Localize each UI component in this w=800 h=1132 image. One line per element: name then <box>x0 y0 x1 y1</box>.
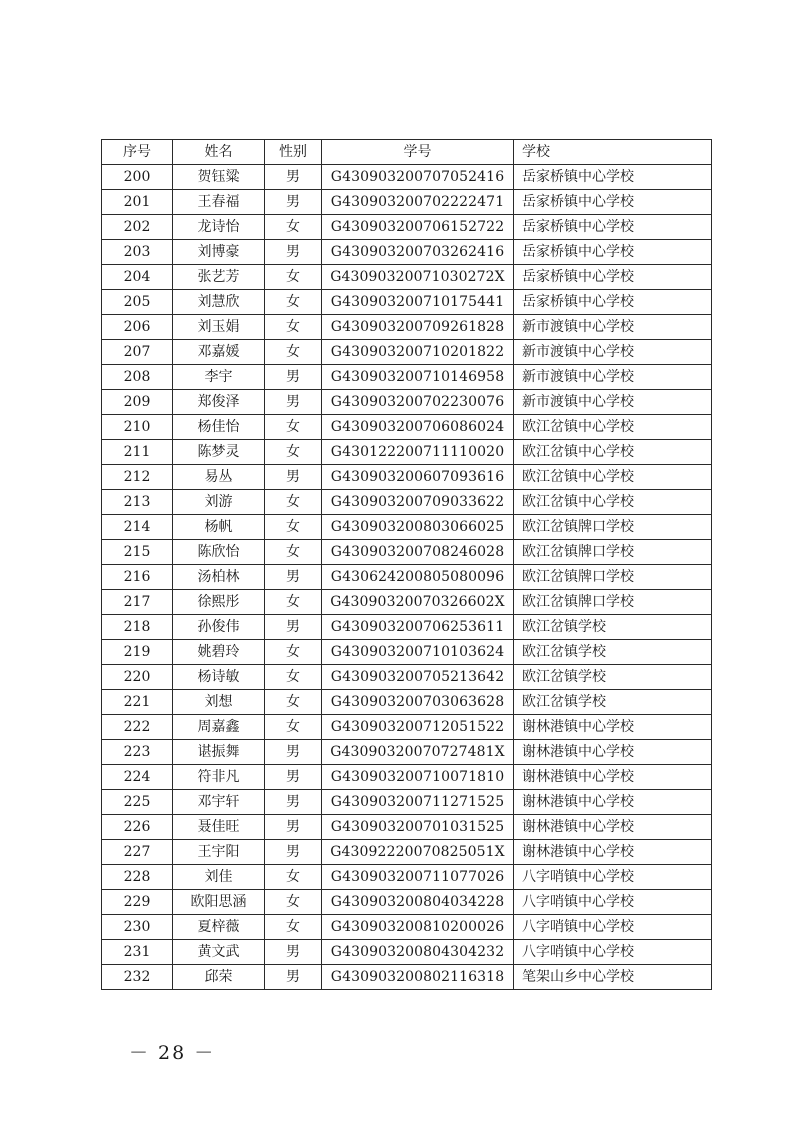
cell-gender: 女 <box>265 865 322 890</box>
cell-name: 符非凡 <box>173 765 265 790</box>
cell-school: 岳家桥镇中心学校 <box>514 215 712 240</box>
cell-student-id: G43090320070326602X <box>322 590 514 615</box>
cell-student-id: G430903200711271525 <box>322 790 514 815</box>
cell-student-id: G430903200710146958 <box>322 365 514 390</box>
cell-student-id: G430624200805080096 <box>322 565 514 590</box>
cell-no: 204 <box>102 265 173 290</box>
cell-gender: 女 <box>265 915 322 940</box>
cell-school: 新市渡镇中心学校 <box>514 365 712 390</box>
cell-school: 谢林港镇中心学校 <box>514 840 712 865</box>
cell-gender: 男 <box>265 365 322 390</box>
cell-school: 欧江岔镇牌口学校 <box>514 515 712 540</box>
cell-name: 王宇阳 <box>173 840 265 865</box>
cell-name: 陈欣怡 <box>173 540 265 565</box>
cell-name: 张艺芳 <box>173 265 265 290</box>
cell-school: 岳家桥镇中心学校 <box>514 190 712 215</box>
cell-school: 谢林港镇中心学校 <box>514 815 712 840</box>
cell-no: 224 <box>102 765 173 790</box>
cell-student-id: G430903200708246028 <box>322 540 514 565</box>
cell-gender: 男 <box>265 815 322 840</box>
cell-school: 新市渡镇中心学校 <box>514 390 712 415</box>
table-row <box>102 540 712 565</box>
cell-gender: 男 <box>265 740 322 765</box>
cell-no: 217 <box>102 590 173 615</box>
cell-student-id: G430903200709261828 <box>322 315 514 340</box>
cell-school: 谢林港镇中心学校 <box>514 790 712 815</box>
cell-student-id: G430903200802116318 <box>322 965 514 990</box>
cell-gender: 女 <box>265 265 322 290</box>
cell-no: 220 <box>102 665 173 690</box>
header-no: 序号 <box>102 140 173 165</box>
cell-no: 231 <box>102 940 173 965</box>
cell-name: 杨佳怡 <box>173 415 265 440</box>
cell-student-id: G430903200703063628 <box>322 690 514 715</box>
table-row <box>102 415 712 440</box>
cell-name: 徐熙彤 <box>173 590 265 615</box>
cell-name: 姚碧玲 <box>173 640 265 665</box>
cell-no: 221 <box>102 690 173 715</box>
cell-student-id: G430903200804034228 <box>322 890 514 915</box>
cell-name: 王春福 <box>173 190 265 215</box>
cell-gender: 女 <box>265 665 322 690</box>
table-row <box>102 840 712 865</box>
table-row <box>102 890 712 915</box>
cell-student-id: G430903200706253611 <box>322 615 514 640</box>
table-row <box>102 340 712 365</box>
cell-no: 208 <box>102 365 173 390</box>
cell-gender: 女 <box>265 540 322 565</box>
cell-name: 杨诗敏 <box>173 665 265 690</box>
table-row <box>102 390 712 415</box>
cell-no: 227 <box>102 840 173 865</box>
cell-school: 欧江岔镇学校 <box>514 690 712 715</box>
cell-no: 202 <box>102 215 173 240</box>
table-row <box>102 665 712 690</box>
header-school: 学校 <box>514 140 712 165</box>
cell-no: 207 <box>102 340 173 365</box>
cell-gender: 女 <box>265 290 322 315</box>
cell-name: 龙诗怡 <box>173 215 265 240</box>
cell-gender: 男 <box>265 615 322 640</box>
cell-student-id: G430903200702230076 <box>322 390 514 415</box>
table-row <box>102 715 712 740</box>
header-gender: 性别 <box>265 140 322 165</box>
cell-school: 谢林港镇中心学校 <box>514 740 712 765</box>
table-body <box>102 165 712 990</box>
cell-school: 欧江岔镇学校 <box>514 615 712 640</box>
cell-no: 232 <box>102 965 173 990</box>
cell-name: 郑俊泽 <box>173 390 265 415</box>
cell-student-id: G430903200702222471 <box>322 190 514 215</box>
cell-name: 杨帆 <box>173 515 265 540</box>
cell-name: 易丛 <box>173 465 265 490</box>
table-row <box>102 240 712 265</box>
cell-school: 八字哨镇中心学校 <box>514 915 712 940</box>
cell-student-id: G43092220070825051X <box>322 840 514 865</box>
cell-gender: 男 <box>265 165 322 190</box>
cell-name: 刘玉娟 <box>173 315 265 340</box>
cell-gender: 女 <box>265 340 322 365</box>
cell-no: 226 <box>102 815 173 840</box>
cell-gender: 女 <box>265 215 322 240</box>
table-row <box>102 765 712 790</box>
cell-student-id: G430903200804304232 <box>322 940 514 965</box>
cell-student-id: G43090320071030272X <box>322 265 514 290</box>
cell-school: 岳家桥镇中心学校 <box>514 290 712 315</box>
cell-gender: 女 <box>265 515 322 540</box>
cell-school: 新市渡镇中心学校 <box>514 340 712 365</box>
cell-gender: 女 <box>265 640 322 665</box>
cell-student-id: G430122200711110020 <box>322 440 514 465</box>
header-student-id: 学号 <box>322 140 514 165</box>
table-row <box>102 865 712 890</box>
table-row <box>102 940 712 965</box>
cell-gender: 女 <box>265 440 322 465</box>
table-row <box>102 215 712 240</box>
cell-gender: 男 <box>265 965 322 990</box>
cell-name: 刘想 <box>173 690 265 715</box>
cell-name: 刘游 <box>173 490 265 515</box>
cell-student-id: G430903200810200026 <box>322 915 514 940</box>
cell-school: 笔架山乡中心学校 <box>514 965 712 990</box>
cell-gender: 男 <box>265 190 322 215</box>
table-row <box>102 590 712 615</box>
cell-school: 谢林港镇中心学校 <box>514 765 712 790</box>
table-row <box>102 265 712 290</box>
header-name: 姓名 <box>173 140 265 165</box>
cell-gender: 男 <box>265 240 322 265</box>
cell-gender: 女 <box>265 490 322 515</box>
cell-gender: 男 <box>265 565 322 590</box>
cell-name: 欧阳思涵 <box>173 890 265 915</box>
cell-no: 214 <box>102 515 173 540</box>
cell-school: 欧江岔镇学校 <box>514 640 712 665</box>
cell-no: 210 <box>102 415 173 440</box>
cell-name: 刘慧欣 <box>173 290 265 315</box>
cell-gender: 男 <box>265 765 322 790</box>
cell-student-id: G430903200710175441 <box>322 290 514 315</box>
table-row <box>102 315 712 340</box>
cell-school: 岳家桥镇中心学校 <box>514 265 712 290</box>
cell-student-id: G430903200710201822 <box>322 340 514 365</box>
cell-name: 夏梓薇 <box>173 915 265 940</box>
cell-gender: 男 <box>265 790 322 815</box>
cell-school: 欧江岔镇中心学校 <box>514 465 712 490</box>
cell-name: 聂佳旺 <box>173 815 265 840</box>
cell-school: 新市渡镇中心学校 <box>514 315 712 340</box>
cell-name: 孙俊伟 <box>173 615 265 640</box>
cell-gender: 男 <box>265 390 322 415</box>
cell-no: 216 <box>102 565 173 590</box>
table-row <box>102 365 712 390</box>
cell-student-id: G430903200706152722 <box>322 215 514 240</box>
cell-no: 206 <box>102 315 173 340</box>
cell-school: 八字哨镇中心学校 <box>514 890 712 915</box>
table-row <box>102 815 712 840</box>
cell-gender: 男 <box>265 940 322 965</box>
cell-no: 228 <box>102 865 173 890</box>
cell-gender: 男 <box>265 840 322 865</box>
student-roster-table <box>101 139 712 990</box>
cell-no: 223 <box>102 740 173 765</box>
cell-school: 欧江岔镇牌口学校 <box>514 540 712 565</box>
cell-student-id: G430903200803066025 <box>322 515 514 540</box>
cell-school: 八字哨镇中心学校 <box>514 940 712 965</box>
cell-gender: 女 <box>265 315 322 340</box>
cell-school: 欧江岔镇牌口学校 <box>514 590 712 615</box>
cell-no: 219 <box>102 640 173 665</box>
cell-name: 黄文武 <box>173 940 265 965</box>
table-row <box>102 165 712 190</box>
table-row <box>102 190 712 215</box>
table-row <box>102 290 712 315</box>
cell-gender: 女 <box>265 890 322 915</box>
cell-no: 225 <box>102 790 173 815</box>
cell-no: 230 <box>102 915 173 940</box>
cell-student-id: G430903200709033622 <box>322 490 514 515</box>
cell-student-id: G43090320070727481X <box>322 740 514 765</box>
table-row <box>102 690 712 715</box>
cell-no: 200 <box>102 165 173 190</box>
cell-no: 203 <box>102 240 173 265</box>
cell-no: 212 <box>102 465 173 490</box>
cell-no: 201 <box>102 190 173 215</box>
cell-student-id: G430903200703262416 <box>322 240 514 265</box>
table-row <box>102 965 712 990</box>
cell-no: 213 <box>102 490 173 515</box>
table-row <box>102 515 712 540</box>
cell-gender: 女 <box>265 690 322 715</box>
table-row <box>102 440 712 465</box>
table-row <box>102 915 712 940</box>
cell-student-id: G430903200705213642 <box>322 665 514 690</box>
cell-school: 欧江岔镇中心学校 <box>514 490 712 515</box>
cell-school: 谢林港镇中心学校 <box>514 715 712 740</box>
cell-student-id: G430903200710103624 <box>322 640 514 665</box>
cell-no: 222 <box>102 715 173 740</box>
cell-name: 刘佳 <box>173 865 265 890</box>
cell-name: 谌振舞 <box>173 740 265 765</box>
cell-name: 周嘉鑫 <box>173 715 265 740</box>
cell-name: 贺钰粱 <box>173 165 265 190</box>
cell-student-id: G430903200607093616 <box>322 465 514 490</box>
cell-school: 欧江岔镇中心学校 <box>514 440 712 465</box>
cell-school: 欧江岔镇牌口学校 <box>514 565 712 590</box>
table-row <box>102 790 712 815</box>
cell-gender: 女 <box>265 715 322 740</box>
cell-name: 刘博豪 <box>173 240 265 265</box>
cell-gender: 女 <box>265 415 322 440</box>
cell-student-id: G430903200707052416 <box>322 165 514 190</box>
cell-no: 215 <box>102 540 173 565</box>
table-row <box>102 640 712 665</box>
cell-student-id: G430903200712051522 <box>322 715 514 740</box>
cell-name: 邓嘉媛 <box>173 340 265 365</box>
cell-school: 欧江岔镇学校 <box>514 665 712 690</box>
cell-name: 李宇 <box>173 365 265 390</box>
cell-school: 欧江岔镇中心学校 <box>514 415 712 440</box>
cell-no: 218 <box>102 615 173 640</box>
cell-student-id: G430903200710071810 <box>322 765 514 790</box>
cell-school: 岳家桥镇中心学校 <box>514 240 712 265</box>
cell-no: 209 <box>102 390 173 415</box>
table-row <box>102 740 712 765</box>
table-row <box>102 565 712 590</box>
page-number: － 28 － <box>129 1042 216 1064</box>
cell-student-id: G430903200701031525 <box>322 815 514 840</box>
cell-name: 邱荣 <box>173 965 265 990</box>
cell-no: 229 <box>102 890 173 915</box>
cell-school: 八字哨镇中心学校 <box>514 865 712 890</box>
cell-no: 211 <box>102 440 173 465</box>
cell-name: 邓宇轩 <box>173 790 265 815</box>
cell-student-id: G430903200711077026 <box>322 865 514 890</box>
cell-no: 205 <box>102 290 173 315</box>
cell-name: 陈梦灵 <box>173 440 265 465</box>
table-header-row <box>102 140 712 165</box>
cell-gender: 男 <box>265 465 322 490</box>
table-row <box>102 465 712 490</box>
cell-gender: 女 <box>265 590 322 615</box>
table-row <box>102 615 712 640</box>
cell-name: 汤柏林 <box>173 565 265 590</box>
table-row <box>102 490 712 515</box>
cell-student-id: G430903200706086024 <box>322 415 514 440</box>
cell-school: 岳家桥镇中心学校 <box>514 165 712 190</box>
